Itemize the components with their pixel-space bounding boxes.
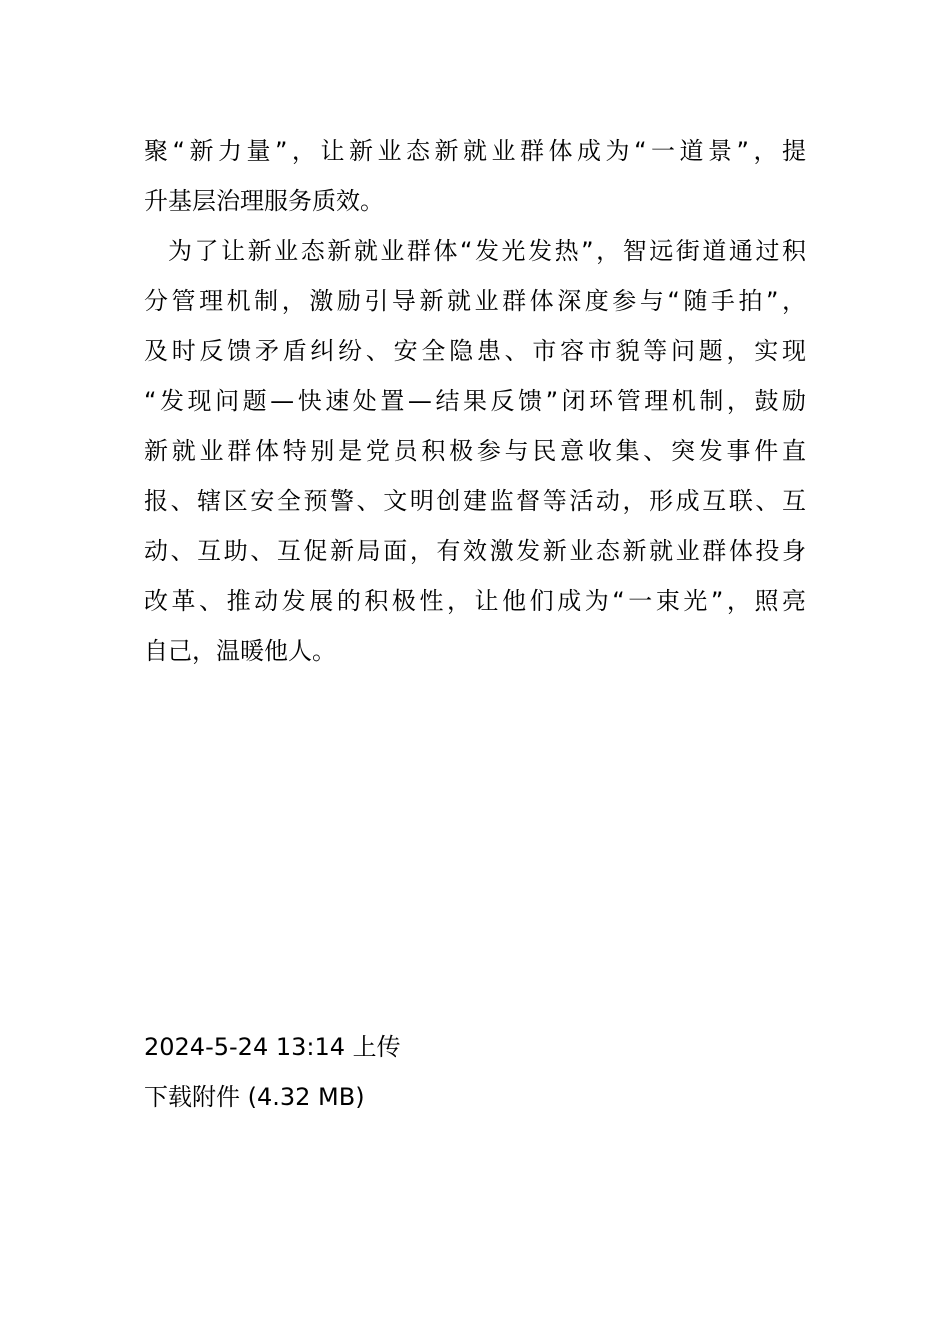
article-body: [144, 126, 806, 676]
text-line: 及时反馈矛盾纠纷、安全隐患、市容市貌等问题，实现: [144, 337, 806, 365]
text-line: “发现问题—快速处置—结果反馈”闭环管理机制，鼓励: [144, 387, 806, 415]
attachment-info: [144, 1022, 806, 1122]
text-line: 动、互助、互促新局面，有效激发新业态新就业群体投身: [144, 537, 806, 565]
text-line: 升基层治理服务质效。: [144, 187, 384, 215]
upload-timestamp: 2024-5-24 13:14 上传: [144, 1033, 401, 1061]
download-attachment-link[interactable]: 下载附件 (4.32 MB): [144, 1083, 365, 1111]
text-line: 为了让新业态新就业群体“发光发热”，智远街道通过积: [168, 237, 806, 265]
paragraph-2: [144, 226, 806, 676]
text-line: 分管理机制，激励引导新就业群体深度参与“随手拍”，: [144, 287, 806, 315]
text-line: 改革、推动发展的积极性，让他们成为“一束光”，照亮: [144, 587, 806, 615]
text-line: 聚“新力量”，让新业态新就业群体成为“一道景”，提: [144, 137, 806, 165]
paragraph-1: [144, 126, 806, 226]
text-line: 报、辖区安全预警、文明创建监督等活动，形成互联、互: [144, 487, 806, 515]
text-line: 自己，温暖他人。: [144, 637, 336, 665]
text-line: 新就业群体特别是党员积极参与民意收集、突发事件直: [144, 437, 806, 465]
